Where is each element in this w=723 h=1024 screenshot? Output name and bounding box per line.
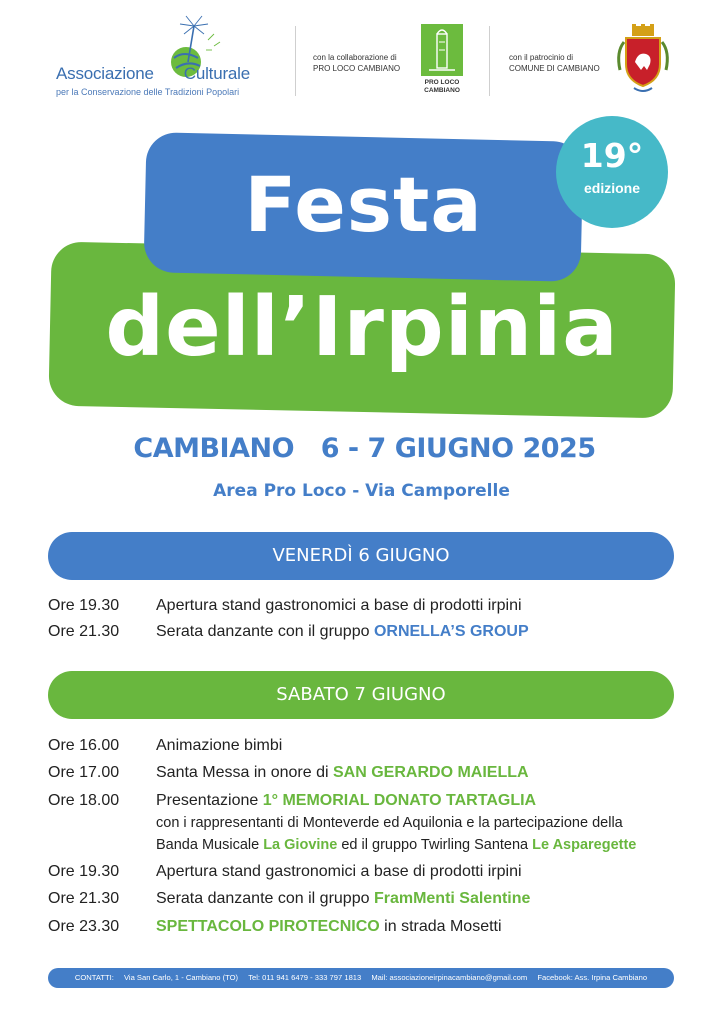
program-time: Ore 16.00 xyxy=(48,737,120,754)
program-time: Ore 23.30 xyxy=(48,918,120,935)
tower-icon xyxy=(421,24,463,76)
contact-email: Mail: associazioneirpinacambiano@gmail.com xyxy=(371,973,528,982)
pro-loco-logo: PRO LOCO CAMBIANO xyxy=(418,24,466,96)
program-highlight: SPETTACOLO PIROTECNICO xyxy=(156,918,380,935)
program-highlight: La Giovine xyxy=(263,837,338,853)
header-divider xyxy=(295,26,296,96)
program-description: SPETTACOLO PIROTECNICO in strada Mosetti xyxy=(156,918,502,935)
program-highlight: SAN GERARDO MAIELLA xyxy=(333,764,529,781)
program-description: Serata danzante con il gruppo FramMenti Salentine xyxy=(156,890,531,907)
program-time: Ore 17.00 xyxy=(48,764,120,781)
program-highlight: ORNELLA’S GROUP xyxy=(373,623,529,640)
edition-label: edizione xyxy=(583,180,640,196)
program-time: Ore 21.30 xyxy=(48,890,120,907)
program-description-continued: Banda Musicale La Giovine ed il gruppo Twirling Santena Le Asparegette xyxy=(156,837,637,853)
program-time: Ore 19.30 xyxy=(48,863,120,880)
contact-address: Via San Carlo, 1 - Cambiano (TO) xyxy=(123,973,239,982)
coat-of-arms-icon xyxy=(614,22,672,96)
association-name: Associazione Culturale xyxy=(56,64,250,83)
program-description: Serata danzante con il gruppo ORNELLA’S GROUP xyxy=(156,623,529,640)
edition-badge xyxy=(556,116,668,228)
program-description: Apertura stand gastronomici a base di prodotti irpini xyxy=(156,597,522,614)
edition-number: 19° xyxy=(580,136,644,175)
program-description: Santa Messa in onore di SAN GERARDO MAIELLA xyxy=(156,764,529,781)
contacts-label: CONTATTI: xyxy=(74,973,114,982)
program-description: Animazione bimbi xyxy=(156,737,283,754)
event-place: Area Pro Loco - Via Camporelle xyxy=(213,481,510,501)
association-logo-block xyxy=(52,14,288,100)
title-line-1: Festa xyxy=(244,160,483,249)
program-time: Ore 21.30 xyxy=(48,623,120,640)
contact-facebook: Facebook: Ass. Irpina Cambiano xyxy=(537,973,648,982)
header-divider xyxy=(489,26,490,96)
contacts-footer xyxy=(48,968,674,988)
contact-phone: Tel: 011 941 6479 - 333 797 1813 xyxy=(248,973,362,982)
program-highlight: Le Asparegette xyxy=(532,837,637,853)
collaboration-label: con la collaborazione di PRO LOCO CAMBIANO xyxy=(313,53,401,73)
day-header-friday: VENERDÌ 6 GIUGNO xyxy=(48,532,674,580)
program-highlight: 1° MEMORIAL DONATO TARTAGLIA xyxy=(262,792,537,809)
patronage-label: con il patrocinio di COMUNE DI CAMBIANO xyxy=(509,53,600,73)
program-time: Ore 18.00 xyxy=(48,792,120,809)
program-description: Apertura stand gastronomici a base di prodotti irpini xyxy=(156,863,522,880)
program-time: Ore 19.30 xyxy=(48,597,120,614)
title-line-2: dell’Irpinia xyxy=(105,280,619,375)
program-description: Presentazione 1° MEMORIAL DONATO TARTAGLIA xyxy=(156,792,537,809)
association-subtitle: per la Conservazione delle Tradizioni Popolari xyxy=(56,87,240,97)
program-description-continued: con i rappresentanti di Monteverde ed Aquilonia e la partecipazione della xyxy=(156,815,623,831)
program-highlight: FramMenti Salentine xyxy=(373,890,531,907)
day-header-saturday: SABATO 7 GIUGNO xyxy=(48,671,674,719)
event-date-line: CAMBIANO 6 - 7 GIUGNO 2025 xyxy=(133,433,596,464)
